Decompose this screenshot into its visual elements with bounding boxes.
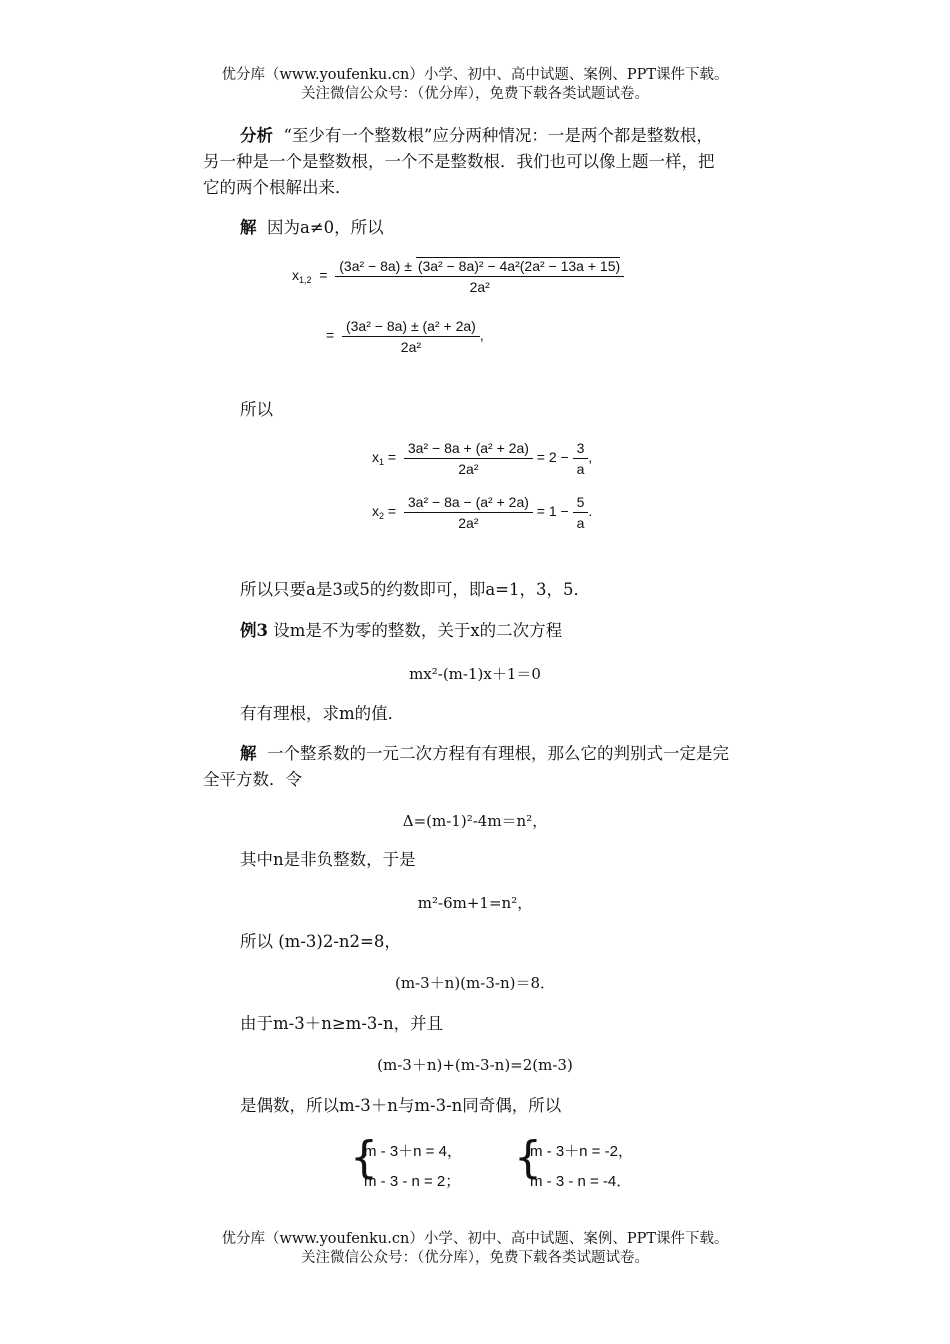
solution-1-line	[240, 216, 384, 240]
equation-4: (m-3＋n)(m-3-n)＝8．	[394, 974, 555, 992]
root-formula-simplified: = $\frac{\text{(3a² − 8a) ± (a² + 2a)}}{\text{2a²}}$ ,	[326, 318, 484, 355]
solution-2-text: 一个整系数的一元二次方程有有理根，那么它的判别式一定是完	[267, 744, 729, 763]
solution-1-label: 解	[240, 218, 257, 237]
footer-line-1: 优分库（www.youfenku.cn）小学、初中、高中试题、案例、PPT课件下载。	[221, 1231, 729, 1247]
solution-2-line-1	[240, 742, 729, 766]
solution-1-text: 因为a≠0，所以	[267, 218, 384, 237]
system-b-eq-1: m - 3＋n = -2，	[530, 1143, 633, 1160]
page-header	[0, 66, 950, 104]
analysis-label: 分析	[240, 126, 273, 145]
x1-small-fraction: $\frac{3}{a}$	[573, 440, 589, 477]
example-3-line	[240, 619, 562, 643]
example-3-text: 设m是不为零的整数，关于x的二次方程	[273, 621, 563, 640]
x2-formula: $x_2$ = $\frac{\text{3a² − 8a − (a² + 2a)}}{\text{2a²}}$ = 1 − $\frac{5}{a}$ .	[372, 494, 593, 531]
system-a-brace: {	[350, 1132, 378, 1183]
x1-fraction: $\frac{\text{3a² − 8a + (a² + 2a)}}{\text{2a²}}$	[404, 440, 533, 477]
equation-1: mx²-(m-1)x＋1＝0	[409, 665, 541, 683]
sqrt-term: (3a² − 8a)² − 4a²(2a² − 13a + 15)	[417, 258, 621, 274]
x2-fraction: $\frac{\text{3a² − 8a − (a² + 2a)}}{\text{2a²}}$	[404, 494, 533, 531]
root-formula-lhs: $x_{1,2}$	[292, 267, 312, 286]
example-3-label: 例3	[240, 621, 268, 640]
rational-line: 有有理根，求m的值．	[240, 704, 405, 723]
x2-small-fraction: $\frac{5}{a}$	[573, 494, 589, 531]
where-line: 其中n是非负整数，于是	[240, 850, 416, 869]
analysis-text-1: “至少有一个整数根”应分两种情况：一是两个都是整数根，	[283, 126, 713, 145]
page-footer	[0, 1230, 950, 1268]
root-formula: $x_{1,2}$ = $\frac{\text{(3a² − 8a) ± (3a² − 8a)² − 4a²(2a² − 13a + 15)}}{\text{2a²}}$	[292, 258, 624, 295]
header-line-1: 优分库（www.youfenku.cn）小学、初中、高中试题、案例、PPT课件下载。	[221, 67, 729, 83]
footer-line-2: 关注微信公众号：（优分库），免费下载各类试题试卷。	[301, 1250, 649, 1266]
analysis-line-3: 它的两个根解出来．	[203, 178, 352, 197]
equation-2: Δ=(m-1)²-4m＝n²，	[402, 812, 548, 830]
analysis-line-2: 另一种是一个是整数根，一个不是整数根．我们也可以像上题一样，把	[203, 152, 715, 171]
system-a-eq-1: m - 3＋n = 4，	[364, 1143, 462, 1160]
equation-5: (m-3＋n)+(m-3-n)=2(m-3)	[377, 1056, 573, 1074]
solution-2-line-2: 全平方数．令	[203, 770, 302, 789]
since-line: 由于m-3＋n≥m-3-n，并且	[240, 1014, 444, 1033]
equation-3: m²-6m+1=n²，	[417, 894, 533, 912]
system-b-eq-2: m - 3 - n = -4．	[530, 1173, 632, 1190]
so-line-2: 所以 (m-3)2-n2=8，	[240, 932, 401, 951]
analysis-line-1	[240, 124, 713, 148]
so-line-1: 所以	[240, 400, 273, 419]
x1-formula: $x_1$ = $\frac{\text{3a² − 8a + (a² + 2a)}}{\text{2a²}}$ = 2 − $\frac{3}{a}$ ,	[372, 440, 593, 477]
conclusion-1: 所以只要a是3或5的约数即可，即a=1，3，5．	[240, 580, 590, 599]
root-formula-fraction-2: $\frac{\text{(3a² − 8a) ± (a² + 2a)}}{\text{2a²}}$	[342, 318, 480, 355]
system-b-brace: {	[514, 1132, 542, 1183]
header-line-2: 关注微信公众号：（优分库），免费下载各类试题试卷。	[301, 86, 649, 102]
even-line: 是偶数，所以m-3＋n与m-3-n同奇偶，所以	[240, 1096, 562, 1115]
system-a-eq-2: m - 3 - n = 2；	[364, 1173, 461, 1190]
root-formula-fraction-1: $\frac{\text{(3a² − 8a) ± (3a² − 8a)² − 4a²(2a² − 13a + 15)}}{\text{2a²}}$	[335, 258, 624, 295]
solution-2-label: 解	[240, 744, 257, 763]
